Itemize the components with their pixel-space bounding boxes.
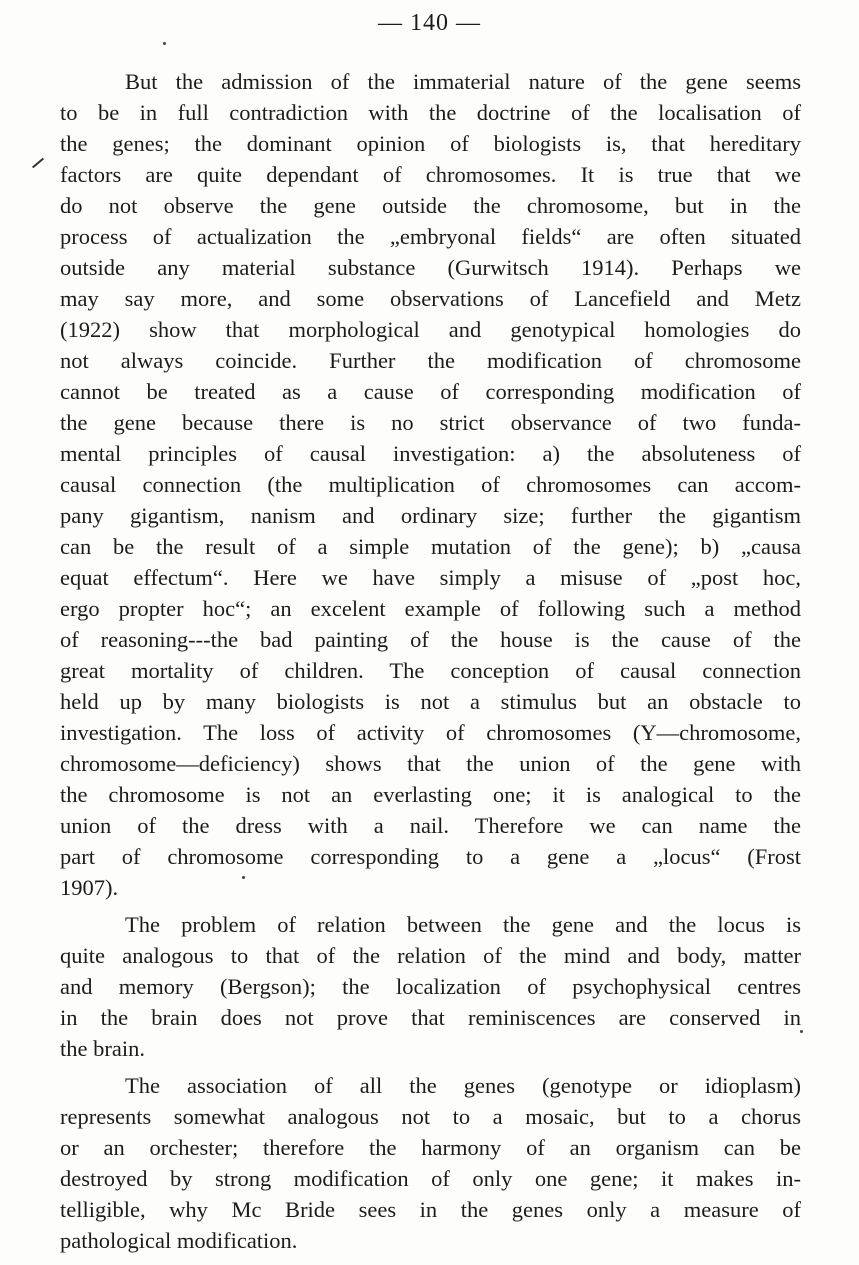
page-number: — 140 —: [378, 10, 481, 36]
text-line: union of the dress with a nail. Therefore we can name the: [60, 813, 801, 838]
body-text: [60, 66, 801, 1256]
paragraph: [60, 66, 801, 903]
text-line: (1922) show that morphological and genotypical homologies do: [60, 317, 801, 342]
text-line: do not observe the gene outside the chromosome, but in the: [60, 193, 801, 218]
text-line: pathological modification.: [60, 1228, 298, 1253]
scan-speck: [163, 42, 166, 45]
text-line: cannot be treated as a cause of corresponding modification of: [60, 379, 801, 404]
text-line: great mortality of children. The conception of causal connection: [60, 658, 801, 683]
text-line: held up by many biologists is not a stimulus but an obstacle to: [60, 689, 801, 714]
text-line: destroyed by strong modification of only one gene; it makes in-: [60, 1166, 801, 1191]
text-line: in the brain does not prove that reminiscences are conserved in: [60, 1005, 801, 1030]
text-line: outside any material substance (Gurwitsch 1914). Perhaps we: [60, 255, 801, 280]
paragraph: [60, 1070, 801, 1256]
text-line: chromosome—deficiency) shows that the union of the gene with: [60, 751, 801, 776]
text-line: investigation. The loss of activity of chromosomes (Y—chromosome,: [60, 720, 801, 745]
text-line: the genes; the dominant opinion of biologists is, that hereditary: [60, 131, 801, 156]
text-line: represents somewhat analogous not to a mosaic, but to a chorus: [60, 1104, 801, 1129]
margin-pencil-mark: [32, 158, 44, 169]
text-line: But the admission of the immaterial nature of the gene seems: [125, 69, 801, 94]
text-line: telligible, why Mc Bride sees in the genes only a measure of: [60, 1197, 801, 1222]
text-line: to be in full contradiction with the doctrine of the localisation of: [60, 100, 801, 125]
text-line: mental principles of causal investigation: a) the absoluteness of: [60, 441, 801, 466]
text-line: may say more, and some observations of Lancefield and Metz: [60, 286, 801, 311]
text-line: the gene because there is no strict observance of two funda-: [60, 410, 801, 435]
text-line: and memory (Bergson); the localization of psychophysical centres: [60, 974, 801, 999]
text-line: The association of all the genes (genotype or idioplasm): [125, 1073, 801, 1098]
text-line: factors are quite dependant of chromosomes. It is true that we: [60, 162, 801, 187]
text-line: causal connection (the multiplication of chromosomes can accom-: [60, 472, 801, 497]
text-line: quite analogous to that of the relation of the mind and body, matter: [60, 943, 801, 968]
text-line: 1907).: [60, 875, 119, 900]
text-line: process of actualization the „embryonal fields“ are often situated: [60, 224, 801, 249]
text-line: of reasoning---the bad painting of the house is the cause of the: [60, 627, 801, 652]
text-line: the brain.: [60, 1036, 145, 1061]
text-line: The problem of relation between the gene and the locus is: [125, 912, 801, 937]
text-line: or an orchester; therefore the harmony of an organism can be: [60, 1135, 801, 1160]
text-line: the chromosome is not an everlasting one; it is analogical to the: [60, 782, 801, 807]
text-line: part of chromosome corresponding to a gene a „locus“ (Frost: [60, 844, 801, 869]
text-line: can be the result of a simple mutation of the gene); b) „causa: [60, 534, 801, 559]
text-line: ergo propter hoc“; an excelent example of following such a method: [60, 596, 801, 621]
paragraph: [60, 909, 801, 1064]
text-line: equat effectum“. Here we have simply a misuse of „post hoc,: [60, 565, 801, 590]
text-line: not always coincide. Further the modification of chromosome: [60, 348, 801, 373]
text-line: pany gigantism, nanism and ordinary size; further the gigantism: [60, 503, 801, 528]
